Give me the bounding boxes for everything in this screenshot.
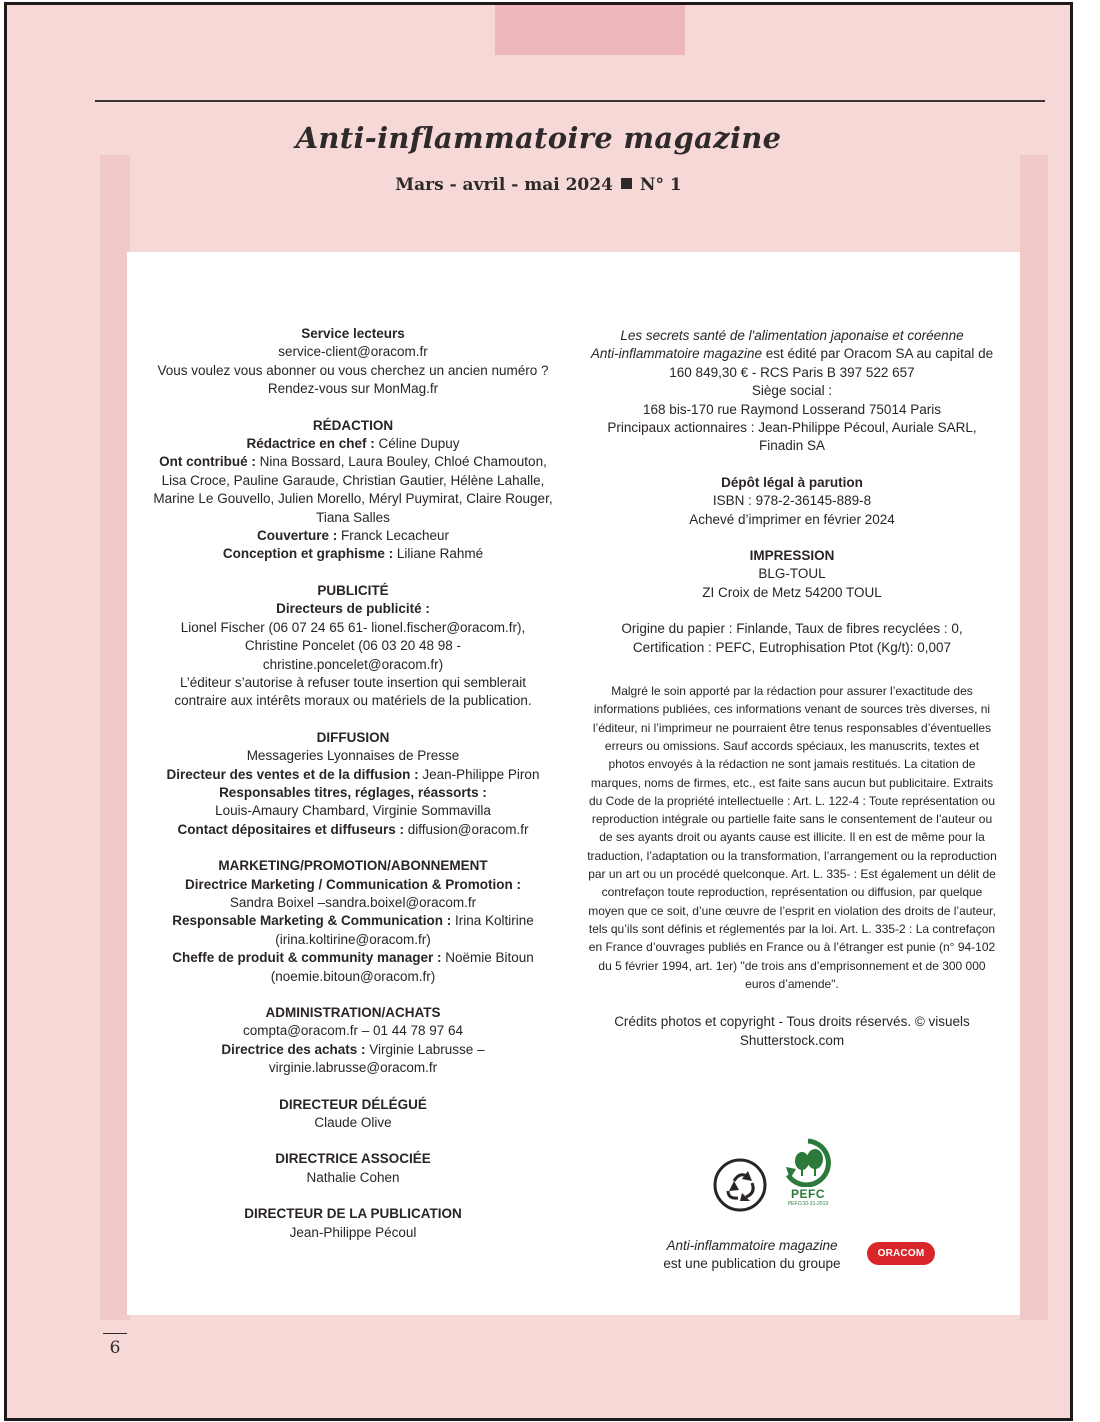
- contrib-line: [153, 453, 553, 527]
- ad-directors-label: Directeurs de publicité :: [276, 601, 430, 617]
- credits-section: [587, 1013, 997, 1050]
- printer-name: BLG-TOUL: [758, 566, 826, 582]
- cover-line: [153, 527, 553, 545]
- magazine-title: Anti-inflammatoire magazine: [295, 121, 782, 155]
- publication-magazine: Anti-inflammatoire magazine: [666, 1238, 838, 1253]
- product-label: Cheffe de produit & community manager :: [172, 950, 442, 966]
- delegue-name: Claude Olive: [314, 1115, 392, 1131]
- redaction-section: [153, 417, 553, 564]
- publication-group-text: [637, 1237, 867, 1274]
- issue-date: Mars - avril - mai 2024: [395, 175, 613, 195]
- publicite-title: PUBLICITÉ: [317, 582, 389, 598]
- sales-name: Jean-Philippe Piron: [418, 766, 540, 782]
- sales-label: Directeur des ventes et de la diffusion :: [166, 766, 419, 782]
- marketing-resp-line: [153, 912, 553, 949]
- service-title: Service lecteurs: [301, 326, 405, 341]
- page-number: 6: [103, 1333, 127, 1358]
- impression-section: [587, 547, 997, 602]
- admin-section: [153, 1004, 553, 1078]
- admin-title: ADMINISTRATION/ACHATS: [265, 1005, 441, 1020]
- cover-label: Couverture :: [256, 528, 338, 544]
- titles-names: Louis-Amaury Chambard, Virginie Sommavilla: [215, 803, 491, 819]
- sales-line: [153, 766, 553, 784]
- chief-name: Céline Dupuy: [374, 436, 460, 452]
- contrib-names: Nina Bossard, Laura Bouley, Chloé Chamouton, Lisa Croce, Pauline Garaude, Christian Gautier, Hélène Lahalle, Marine Le Gouvello, Julien Morello, Méryl Puymirat, Claire Rouger, Tiana Salles: [153, 454, 553, 525]
- marketing-resp: Irina Koltirine (irina.koltirine@oracom.fr): [275, 913, 534, 947]
- contact-line: [153, 821, 553, 839]
- imprint-right-column: [587, 327, 997, 1068]
- oracom-logo: ORACOM: [867, 1242, 935, 1265]
- chief-line: [153, 435, 553, 453]
- associee-section: [153, 1150, 553, 1187]
- publicite-section: [153, 582, 553, 711]
- printer-address: ZI Croix de Metz 54200 TOUL: [702, 584, 882, 600]
- contact-label: Contact dépositaires et diffuseurs :: [177, 821, 405, 837]
- edited-text: est édité par Oracom SA au capital de 160 849,30 € - RCS Paris B 397 522 657: [669, 346, 994, 380]
- marketing-director: Sandra Boixel –sandra.boixel@oracom.fr: [229, 894, 477, 910]
- paper-origin: Origine du papier : Finlande, Taux de fibres recyclées : 0, Certification : PEFC, Eutrophisation Ptot (Kg/t): 0,007: [621, 621, 963, 655]
- book-title: Les secrets santé de l'alimentation japonaise et coréenne: [620, 328, 964, 343]
- header-rule: [95, 100, 1045, 102]
- magazine-page: [4, 2, 1073, 1421]
- contrib-label: Ont contribué :: [159, 454, 256, 470]
- chief-label: Rédactrice en chef :: [246, 436, 375, 452]
- recycle-icon: [712, 1157, 768, 1213]
- product-name: Noëmie Bitoun (noemie.bitoun@oracom.fr): [270, 950, 534, 984]
- product-line: [153, 949, 553, 986]
- marketing-title: MARKETING/PROMOTION/ABONNEMENT: [218, 858, 488, 874]
- issue-line: [7, 175, 1070, 195]
- messageries: Messageries Lyonnaises de Presse: [246, 748, 460, 764]
- service-text: Vous voulez vous abonner ou vous cherchez un ancien numéro ? Rendez-vous sur MonMag.fr: [157, 362, 549, 397]
- purchase-name: Virginie Labrusse – virginie.labrusse@oracom.fr: [268, 1041, 485, 1076]
- disclaimer-section: [587, 682, 997, 993]
- publication-group: est une publication du groupe: [663, 1256, 841, 1272]
- marketing-section: [153, 857, 553, 986]
- purchase-line: [153, 1041, 553, 1078]
- redaction-title: RÉDACTION: [312, 417, 394, 433]
- depot-section: [587, 474, 997, 529]
- edited-magazine: Anti-inflammatoire magazine: [590, 346, 762, 362]
- pefc-code: PEFC/10-31-2013: [787, 1201, 829, 1207]
- top-color-tab: [495, 5, 685, 55]
- publication-director-section: [153, 1205, 553, 1242]
- impression-title: IMPRESSION: [749, 548, 835, 564]
- legal-disclaimer: Malgré le soin apporté par la rédaction pour assurer l’exactitude des informations publiées, ces informations venant de sources très diverses, ni l’éditeur, ni l’imprimeur ne pourraient être tenus responsables d’éventuelles erreurs ou omissions. Sauf accords spéciaux, les manuscrits, textes et photos envoyés à la rédaction ne sont jamais restitués. La citation de marques, noms de firmes, etc., est faite sans aucun but publicitaire. Extraits du Code de la propriété intellectuelle : Art. L. 122-4 : Toute représentation ou reproduction intégrale ou partielle faite sans le consentement de l’auteur ou de ses ayants droit ou ayants cause est illicite. Il en est de même pour la traduction, l’adaptation ou la transformation, l’arrangement ou la reproduction par un art ou un procédé quelconque. Art. L. 335- : Est également un délit de contrefaçon toute reproduction, représentation ou diffusion, par quelque moyen que ce soit, d’une œuvre de l’esprit en violation des droits de l’auteur, tels qu’ils sont définis et réglementés par la loi. Art. L. 335-2 : La contrefaçon en France d’ouvrages publiés en France ou à l’étranger est punie (n° 94-102 du 5 février 1994, art. 1er) "de trois ans d’emprisonnement et de 300 000 euros d’amende".: [587, 684, 997, 991]
- design-name: Liliane Rahmé: [393, 546, 484, 562]
- delegue-section: [153, 1096, 553, 1133]
- marketing-resp-label: Responsable Marketing & Communication :: [172, 913, 452, 929]
- ad-notice: L’éditeur s’autorise à refuser toute insertion qui semblerait contraire aux intérêts moraux ou matériels de la publication.: [174, 674, 532, 709]
- associee-title: DIRECTRICE ASSOCIÉE: [275, 1151, 431, 1167]
- imprint-left-column: [153, 325, 553, 1260]
- ad-directors: Lionel Fischer (06 07 24 65 61- lionel.fischer@oracom.fr), Christine Poncelet (06 03 20 48 98 - christine.poncelet@oracom.fr): [180, 619, 526, 672]
- purchase-label: Directrice des achats :: [221, 1041, 366, 1057]
- publisher-section: [587, 327, 997, 456]
- depot-title: Dépôt légal à parution: [721, 474, 863, 490]
- diffusion-section: [153, 729, 553, 839]
- photo-credits: Crédits photos et copyright - Tous droits réservés. © visuels Shutterstock.com: [614, 1014, 970, 1048]
- delegue-title: DIRECTEUR DÉLÉGUÉ: [279, 1096, 427, 1112]
- shareholders: Principaux actionnaires : Jean-Philippe Pécoul, Auriale SARL, Finadin SA: [607, 420, 977, 454]
- admin-contact: compta@oracom.fr – 01 44 78 97 64: [242, 1023, 464, 1039]
- pefc-label: PEFC: [790, 1187, 825, 1201]
- background-shadow-right: [1020, 155, 1048, 1320]
- certification-logos: [712, 1137, 862, 1212]
- publication-director-title: DIRECTEUR DE LA PUBLICATION: [244, 1206, 462, 1222]
- square-bullet-icon: [621, 178, 632, 189]
- associee-name: Nathalie Cohen: [306, 1169, 400, 1185]
- publication-director-name: Jean-Philippe Pécoul: [289, 1224, 417, 1240]
- background-shadow-left: [100, 155, 130, 1320]
- printed-date: Achevé d’imprimer en février 2024: [689, 511, 895, 527]
- contact-email: diffusion@oracom.fr: [404, 821, 529, 837]
- pefc-logo-icon: [778, 1137, 838, 1217]
- titles-label: Responsables titres, réglages, réassorts :: [219, 784, 487, 800]
- service-section: [153, 325, 553, 399]
- seat-label: Siège social :: [751, 383, 833, 399]
- edited-line: [587, 345, 997, 382]
- design-label: Conception et graphisme :: [222, 546, 394, 562]
- issue-number: N° 1: [639, 175, 682, 195]
- service-email: service-client@oracom.fr: [278, 344, 428, 360]
- pefc-tree-icon: [778, 1137, 838, 1187]
- design-line: [153, 545, 553, 563]
- diffusion-title: DIFFUSION: [316, 729, 390, 745]
- cover-name: Franck Lecacheur: [337, 528, 450, 544]
- isbn: ISBN : 978-2-36145-889-8: [712, 493, 872, 509]
- paper-section: [587, 620, 997, 657]
- imprint-panel: [127, 252, 1020, 1315]
- seat-address: 168 bis-170 rue Raymond Losserand 75014 Paris: [643, 401, 941, 417]
- marketing-director-label: Directrice Marketing / Communication & Promotion :: [184, 876, 522, 892]
